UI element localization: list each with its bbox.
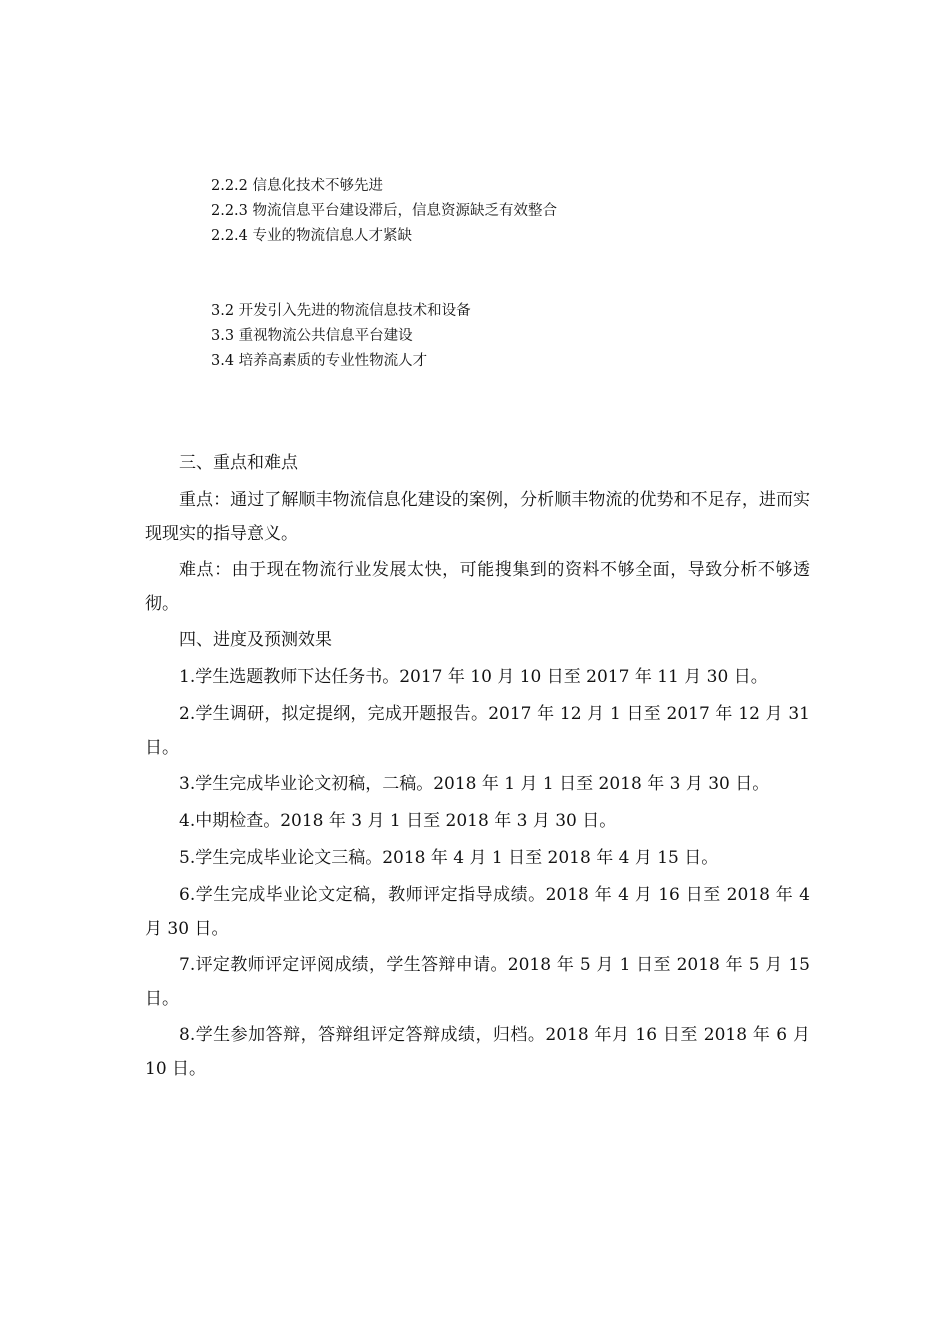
- outline-item: 2.2.2 信息化技术不够先进: [211, 178, 384, 194]
- schedule-item: 6.学生完成毕业论文定稿，教师评定指导成绩。2018 年 4 月 16 日至 2018 年 4 月 30 日。: [145, 885, 810, 939]
- schedule-item: 1.学生选题教师下达任务书。2017 年 10 月 10 日至 2017 年 11 月 30 日。: [179, 667, 768, 687]
- outline-item: 3.2 开发引入先进的物流信息技术和设备: [211, 303, 471, 319]
- outline-item: 2.2.4 专业的物流信息人才紧缺: [211, 228, 413, 244]
- outline-item: 3.4 培养高素质的专业性物流人才: [211, 353, 428, 369]
- schedule-item: 2.学生调研，拟定提纲，完成开题报告。2017 年 12 月 1 日至 2017 年 12 月 31 日。: [145, 704, 810, 758]
- section-heading-schedule: 四、进度及预测效果: [179, 630, 332, 650]
- document-body: [145, 446, 810, 1088]
- schedule-item: 8.学生参加答辩，答辩组评定答辩成绩，归档。2018 年月 16 日至 2018 年 6 月 10 日。: [145, 1025, 810, 1079]
- outline-list-3: [211, 299, 471, 374]
- outline-list-2-2: [211, 174, 557, 249]
- section-heading-key-points: 三、重点和难点: [179, 453, 298, 473]
- difficulty-paragraph: 难点：由于现在物流行业发展太快，可能搜集到的资料不够全面，导致分析不够透彻。: [145, 560, 810, 614]
- schedule-item: 3.学生完成毕业论文初稿，二稿。2018 年 1 月 1 日至 2018 年 3 月 30 日。: [179, 774, 770, 794]
- outline-item: 3.3 重视物流公共信息平台建设: [211, 328, 413, 344]
- outline-item: 2.2.3 物流信息平台建设滞后，信息资源缺乏有效整合: [211, 203, 558, 219]
- schedule-item: 5.学生完成毕业论文三稿。2018 年 4 月 1 日至 2018 年 4 月 15 日。: [179, 848, 719, 868]
- schedule-item: 4.中期检查。2018 年 3 月 1 日至 2018 年 3 月 30 日。: [179, 811, 617, 831]
- schedule-item: 7.评定教师评定评阅成绩，学生答辩申请。2018 年 5 月 1 日至 2018 年 5 月 15 日。: [145, 955, 810, 1009]
- key-point-paragraph: 重点：通过了解顺丰物流信息化建设的案例，分析顺丰物流的优势和不足存，进而实现现实的指导意义。: [145, 490, 810, 544]
